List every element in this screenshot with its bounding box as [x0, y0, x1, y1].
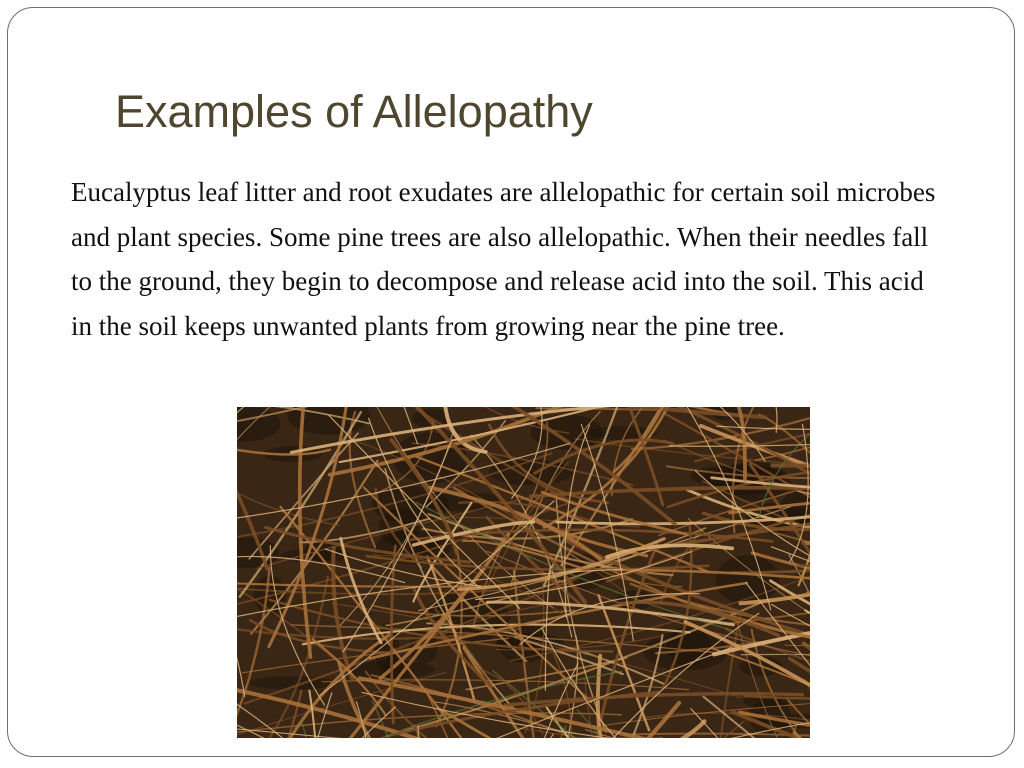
pine-needles-illustration [237, 407, 810, 738]
slide-title: Examples of Allelopathy [115, 86, 593, 137]
slide-body-text: Eucalyptus leaf litter and root exudates are allelopathic for certain soil microbes and plant species. Some pine trees are also allelopathic. When their needles fall to the ground, they begin to decompose and release acid into the soil. This acid in the soil keeps unwanted plants from growing near the pine tree. [71, 177, 936, 341]
pine-needles-photo [237, 407, 810, 738]
